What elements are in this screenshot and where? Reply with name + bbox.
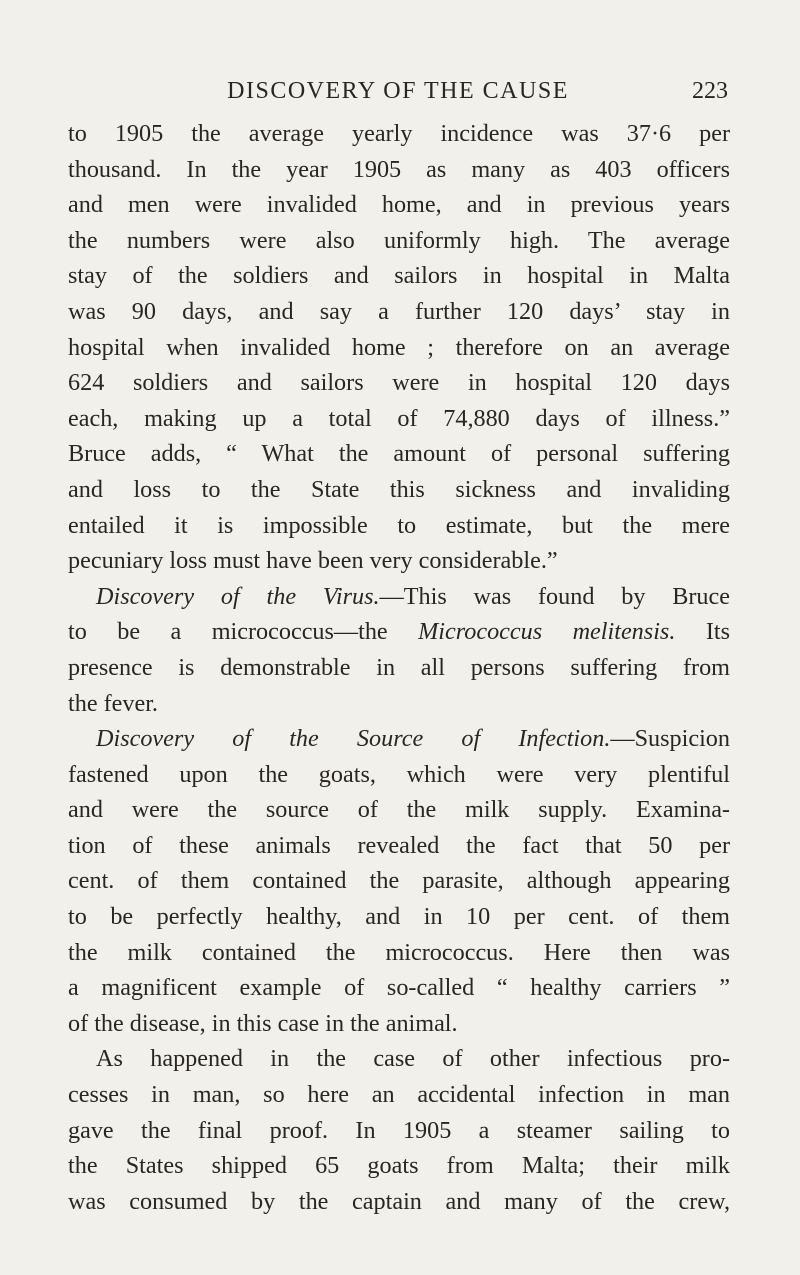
text-line: entailed it is impossible to estimate, but the mere bbox=[68, 511, 730, 539]
text-line: each, making up a total of 74,880 days of illness.” bbox=[68, 404, 730, 432]
text-line: and loss to the State this sickness and invaliding bbox=[68, 475, 730, 503]
text-line: pecuniary loss must have been very considerable.” bbox=[68, 547, 558, 575]
text-line: stay of the soldiers and sailors in hospital in Malta bbox=[68, 262, 730, 290]
text-line: 624 soldiers and sailors were in hospital 120 days bbox=[68, 369, 730, 397]
body-text bbox=[68, 116, 730, 1219]
text-line: hospital when invalided home ; therefore on an average bbox=[68, 333, 730, 361]
virus-text: to be a micrococcus—the bbox=[68, 618, 419, 646]
virus-text: Its bbox=[675, 618, 731, 646]
virus-heading: Discovery of the Virus. bbox=[96, 582, 380, 610]
final-paragraph-line: the States shipped 65 goats from Malta; their milk bbox=[68, 1152, 730, 1180]
text-line: thousand. In the year 1905 as many as 403 officers bbox=[68, 155, 730, 183]
virus-paragraph-line: the fever. bbox=[68, 689, 158, 717]
source-paragraph-line: of the disease, in this case in the animal. bbox=[68, 1009, 458, 1037]
source-paragraph-line: tion of these animals revealed the fact that 50 per bbox=[68, 831, 730, 859]
text-line: was 90 days, and say a further 120 days’ stay in bbox=[68, 297, 730, 325]
virus-paragraph-line bbox=[68, 579, 730, 615]
final-paragraph-line: gave the final proof. In 1905 a steamer sailing to bbox=[68, 1116, 730, 1144]
final-paragraph-line: cesses in man, so here an accidental infection in man bbox=[68, 1081, 730, 1109]
page-number: 223 bbox=[692, 78, 728, 104]
source-paragraph-line: a magnificent example of so-called “ healthy carriers ” bbox=[68, 974, 730, 1002]
text-line: Bruce adds, “ What the amount of personal suffering bbox=[68, 440, 730, 468]
species-name: Micrococcus melitensis. bbox=[418, 618, 676, 646]
source-paragraph-line: cent. of them contained the parasite, although appearing bbox=[68, 867, 730, 895]
running-head bbox=[68, 74, 728, 114]
final-paragraph-line: As happened in the case of other infectious pro- bbox=[96, 1045, 730, 1073]
source-text: —Suspicion bbox=[610, 725, 730, 753]
virus-text: —This was found by Bruce bbox=[379, 582, 730, 610]
virus-paragraph-line bbox=[68, 614, 730, 650]
text-line: to 1905 the average yearly incidence was 37·6 per bbox=[68, 120, 730, 147]
final-paragraph-line: was consumed by the captain and many of the crew, bbox=[68, 1187, 730, 1215]
source-paragraph-line: and were the source of the milk supply. Examina- bbox=[68, 796, 730, 824]
text-line: and men were invalided home, and in previous years bbox=[68, 191, 730, 219]
running-title: DISCOVERY OF THE CAUSE bbox=[227, 78, 569, 104]
source-paragraph-line bbox=[68, 721, 730, 757]
text-line: the numbers were also uniformly high. The average bbox=[68, 226, 730, 254]
source-paragraph-line: fastened upon the goats, which were very plentiful bbox=[68, 760, 730, 788]
source-paragraph-line: the milk contained the micrococcus. Here then was bbox=[68, 938, 730, 966]
source-heading: Discovery of the Source of Infection. bbox=[96, 725, 611, 753]
virus-paragraph-line: presence is demonstrable in all persons suffering from bbox=[68, 653, 730, 681]
source-paragraph-line: to be perfectly healthy, and in 10 per cent. of them bbox=[68, 903, 730, 931]
